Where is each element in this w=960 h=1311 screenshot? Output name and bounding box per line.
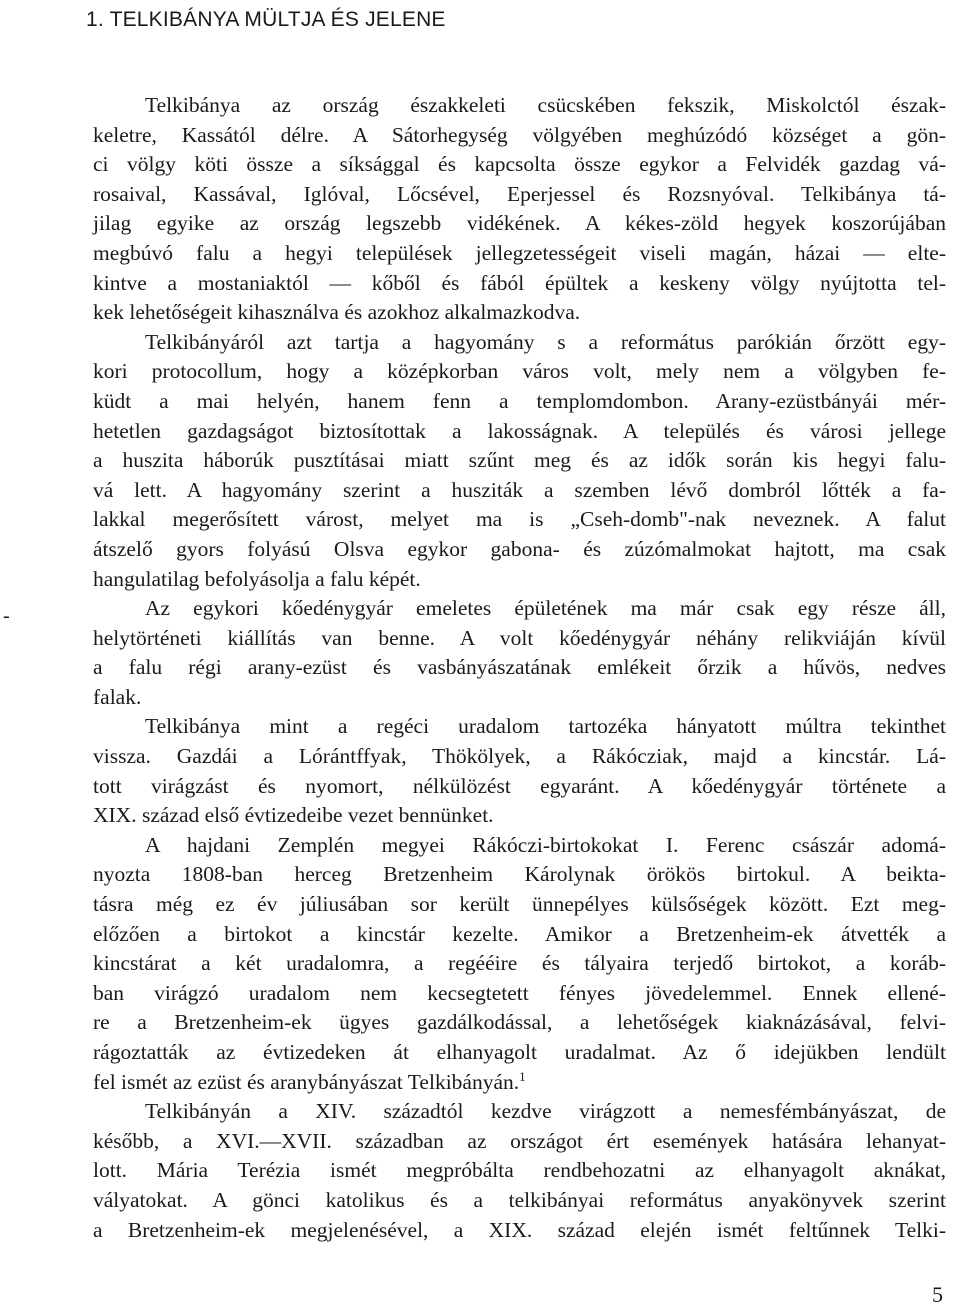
text-line: falak. <box>93 684 142 709</box>
text-line: keletre, Kassától délre. A Sátorhegység völgyében meghúzódó községet a gön- <box>93 122 946 147</box>
page-title: 1. TELKIBÁNYA MÜLTJA ÉS JELENE <box>86 8 446 31</box>
text-line: tásra még ez év júliusában sor került ünnepélyes külsőségek között. Ezt meg- <box>93 892 946 917</box>
text-line: hangulatilag befolyásolja a falu képét. <box>93 566 421 591</box>
text-line: jilag egyike az ország legszebb vidékének. A kékes-zöld hegyek koszorújában <box>93 211 946 236</box>
text-line: lott. Mária Terézia ismét megpróbálta rendbehozatni az elhanyagolt aknákat, <box>93 1158 946 1183</box>
text-line: kori protocollum, hogy a középkorban város volt, mely nem a völgyben fe- <box>93 359 946 384</box>
text-line: vályatokat. A gönci katolikus és a telkibányai református anyakönyvek szerint <box>93 1187 946 1212</box>
page-number: 5 <box>932 1282 943 1307</box>
text-line: tott virágzást és nyomort, nélkülözést egyaránt. A kőedénygyár története a <box>93 773 946 798</box>
text-line: kintve a mostaniaktól — kőből és fából épültek a keskeny völgy nyújtotta tel- <box>93 270 946 295</box>
text-line: fel ismét az ezüst és aranybányászat Telkibányán. <box>93 1069 520 1094</box>
text-line: küdt a mai helyén, hanem fenn a templomdombon. Arany-ezüstbányái mér- <box>93 388 946 413</box>
footnote-reference: 1 <box>519 1068 526 1084</box>
text-line: Telkibánya mint a regéci uradalom tartozéka hányatott múltra tekinthet <box>145 714 946 739</box>
text-line: Telkibánya az ország északkeleti csücskében fekszik, Miskolctól észak- <box>145 93 946 117</box>
text-line: előzően a birtokot a kincstár kezelte. Amikor a Bretzenheim-ek átvették a <box>93 921 946 946</box>
text-line: hetetlen gazdagságot biztosítottak a lakosságnak. A település és városi jellege <box>93 418 946 443</box>
text-line: a Bretzenheim-ek megjelenésével, a XIX. század elején ismét feltűnnek Telki- <box>93 1217 946 1242</box>
text-line: nyozta 1808-ban herceg Bretzenheim Károlynak örökös birtokul. A beikta- <box>93 862 946 887</box>
text-line: helytörténeti kiállítás van benne. A volt kőedénygyár néhány relikviáján kívül <box>93 625 946 650</box>
text-line: a huszita háborúk pusztításai miatt szűnt meg és az idők során kis hegyi falu- <box>93 448 946 473</box>
text-line: XIX. század első évtizedeibe vezet bennünket. <box>93 803 494 828</box>
text-line: a falu régi arany-ezüst és vasbányászatának emlékeit őrzik a hűvös, nedves <box>93 655 946 680</box>
text-line: lakkal megerősített várost, melyet ma is „Cseh-domb"-nak neveznek. A falut <box>93 507 946 532</box>
text-line: megbúvó falu a hegyi települések jellegzetességeit viseli magán, házai — elte- <box>93 240 946 265</box>
text-line: vissza. Gazdái a Lórántffyak, Thökölyek, a Rákócziak, majd a kincstár. Lá- <box>93 744 946 769</box>
text-line: re a Bretzenheim-ek ügyes gazdálkodással, a lehetőségek kiaknázásával, felvi- <box>93 1010 946 1035</box>
text-line: átszelő gyors folyású Olsva egykor gabona- és zúzómalmokat hajtott, ma csak <box>93 536 946 561</box>
text-line: később, a XVI.—XVII. században az országot ért események hatására lehanyat- <box>93 1128 946 1153</box>
body-text <box>93 91 946 1245</box>
text-line: ci völgy köti össze a síksággal és kapcsolta össze egykor a Felvidék gazdag vá- <box>93 152 946 177</box>
text-line: rosaival, Kassával, Iglóval, Lőcsével, Eperjessel és Rozsnyóval. Telkibánya tá- <box>93 181 946 206</box>
text-line: ban virágzó uradalom nem kecsegtetett fényes jövedelemmel. Ennek ellené- <box>93 980 946 1005</box>
text-line: Telkibányán a XIV. századtól kezdve virágzott a nemesfémbányászat, de <box>145 1099 946 1124</box>
text-line: Telkibányáról azt tartja a hagyomány s a református parókián őrzött egy- <box>145 329 946 354</box>
text-line-with-footnote <box>93 1068 946 1098</box>
text-line: rágoztatták az évtizedeken át elhanyagolt uradalmat. Az ő idejükben lendült <box>93 1040 946 1064</box>
text-line: kincstárat a két uradalomra, a regééire és tályaira terjedő birtokot, a koráb- <box>93 951 946 976</box>
text-line: kek lehetőségeit kihasználva és azokhoz alkalmazkodva. <box>93 300 581 325</box>
text-line: A hajdani Zemplén megyei Rákóczi-birtokokat I. Ferenc császár adomá- <box>145 832 946 857</box>
margin-mark: - <box>3 605 10 627</box>
text-line: Az egykori kőedénygyár emeletes épületének ma már csak egy része áll, <box>145 596 946 621</box>
text-line: vá lett. A hagyomány szerint a husziták a szemben lévő dombról lőtték a fa- <box>93 477 946 502</box>
